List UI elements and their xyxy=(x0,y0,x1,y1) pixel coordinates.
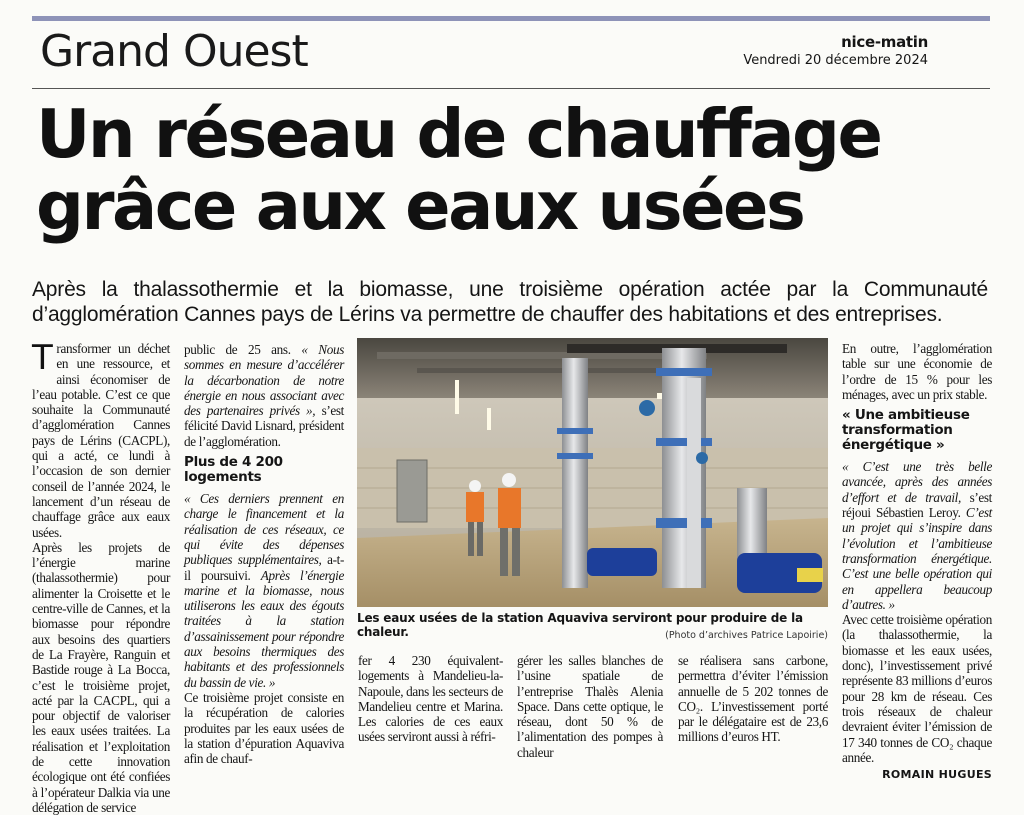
headline-line-1: Un réseau de chauffage xyxy=(36,95,881,173)
article-column-2 xyxy=(184,342,345,767)
author-signature: ROMAIN HUGUES xyxy=(882,768,992,782)
top-color-bar xyxy=(32,16,990,21)
station-aquaviva-photo xyxy=(357,338,828,607)
subheading-logements: Plus de 4 200 logements xyxy=(184,454,283,486)
drop-cap: T xyxy=(32,338,53,378)
headline xyxy=(36,95,996,245)
article-deck: Après la thalassothermie et la biomasse, une troisième opération actée par la Communauté d’agglomération Cannes pays de Lérins va permettre de chauffer des habitations et des entreprises. xyxy=(32,278,988,326)
section-title: Grand Ouest xyxy=(40,26,308,77)
article-photo xyxy=(357,338,828,607)
paragraph: Avec cette troisième opération (la thalassothermie, la biomasse et les eaux usées, donc), l’investissement privé représente 83 millions d’euros pour 28 km de réseau. Ces trois réseaux de chaleur devraient éviter l’émission de 17 340 tonnes de CO₂ chaque année. xyxy=(842,612,992,765)
paragraph: « Ces derniers prennent en charge le financement et la réalisation de ces réseaux, ce qui évite des dépenses publiques supplémentaires, a-t-il poursuivi. Après l’énergie marine et la biomasse, nous utiliserons les eaux des égouts traitées à la station d’assainissement pour répondre aux besoins thermiques des habitants et des professionnels du bassin de vie. » xyxy=(184,491,344,690)
newspaper-name: nice-matin xyxy=(841,33,928,51)
paragraph: public de 25 ans. « Nous sommes en mesure d’accélérer la décarbonation de notre énergie en nous associant avec des partenaires privés », s’est félicité David Lisnard, président de l’agglomération. xyxy=(184,342,345,449)
article-column-4: gérer les salles blanches de l’usine spatiale de l’entreprise Thalès Alenia Space. Dans cette optique, le réseau, dont 50 % de l’alimentation des pompes à chaleur xyxy=(517,653,663,760)
photo-credit: (Photo d’archives Patrice Lapoirie) xyxy=(665,630,828,641)
subheading-transformation: « Une ambitieuse transformation énergétique » xyxy=(842,407,970,454)
header-divider xyxy=(32,88,990,89)
lead-paragraph: ransformer un déchet en une ressource, et ainsi économiser de l’eau potable. C’est ce que souhaite la Communauté d’agglomération Cannes pays de Lérins (CACPL), qui a acté, ce lundi à l’occasion de son dernier conseil de l’année 2024, le lancement d’un réseau de chauffage grâce aux eaux usées. xyxy=(32,341,170,540)
headline-line-2: grâce aux eaux usées xyxy=(36,167,804,245)
paragraph: « C’est une très belle avancée, après des années d’effort et de travail, s’est réjoui Sébastien Leroy. C’est un projet qui s’inspire dans l’évolution et l’ambitieuse transformation énergétique. C’est une belle opération qui en appellera beaucoup d’autres. » xyxy=(842,459,993,612)
paragraph: En outre, l’agglomération table sur une économie de l’ordre de 15 % pour les ménages, avec un prix stable. xyxy=(842,341,992,402)
article-column-1 xyxy=(32,338,170,815)
article-column-6 xyxy=(842,341,993,782)
paragraph: Ce troisième projet consiste en la récupération de calories produites par les eaux usées de la station d’épuration Aquaviva afin de chauf- xyxy=(184,689,344,767)
article-column-3: fer 4 230 équivalent-logements à Mandelieu-la-Napoule, dans les secteurs de Mandelieu centre et Marina. Les calories de ces eaux usées serviront aussi à réfri- xyxy=(358,653,503,745)
issue-date: Vendredi 20 décembre 2024 xyxy=(743,53,928,68)
photo-caption: Les eaux usées de la station Aquaviva serviront pour produire de la chaleur. xyxy=(357,611,803,639)
article-column-5: se réalisera sans carbone, permettra d’éviter l’émission annuelle de 5 202 tonnes de CO₂. L’investissement porté par le délégataire est de 23,6 millions d’euros HT. xyxy=(678,653,828,745)
paragraph: Après les projets de l’énergie marine (thalassothermie) pour alimenter la Croisette et le centre-ville de Cannes, et la biomasse pour répondre aux besoins des quartiers de La Frayère, Ranguin et Bastide rouge à La Bocca, c’est le troisième projet, acté par la CACPL, qui a pour objectif de valoriser les eaux usées traitées. La réalisation et l’exploitation de cette innovation écologique ont été confiées à l’opérateur Dalkia via une délégation de service xyxy=(32,539,170,815)
